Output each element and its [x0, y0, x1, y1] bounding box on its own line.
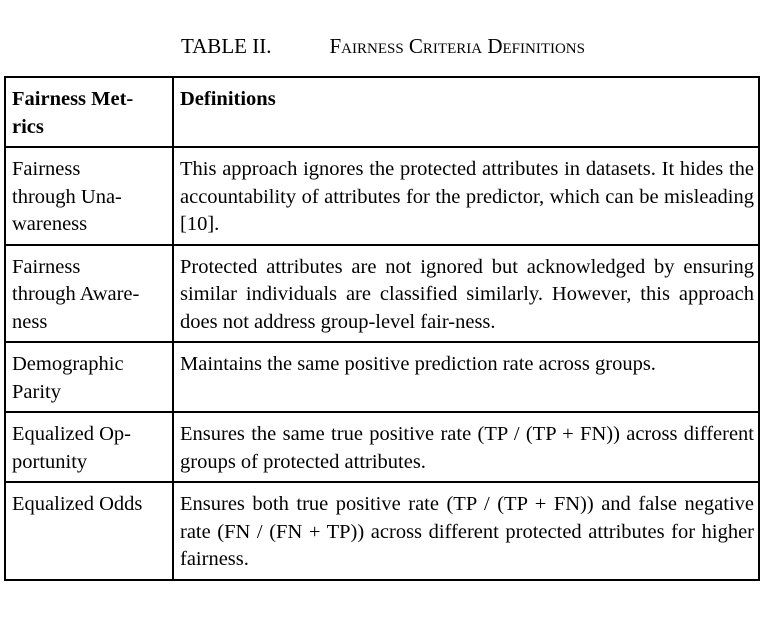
definition-cell: Ensures the same true positive rate (TP / (TP + FN)) across different groups of protected attributes. — [173, 412, 759, 482]
table-number: TABLE II. — [181, 34, 272, 58]
fairness-criteria-table — [4, 76, 760, 581]
definition-cell: This approach ignores the protected attributes in datasets. It hides the accountability of attributes for the predictor, which can be misleading [10]. — [173, 147, 759, 245]
metric-cell: Fairness through Una- wareness — [5, 147, 173, 245]
table-row — [5, 245, 759, 343]
metric-cell: Demographic Parity — [5, 342, 173, 412]
definition-cell: Protected attributes are not ignored but acknowledged by ensuring similar individuals are classified similarly. However, this approach does not address group-level fair-ness. — [173, 245, 759, 343]
table-header-row — [5, 77, 759, 147]
table-row — [5, 482, 759, 580]
definition-cell: Maintains the same positive prediction rate across groups. — [173, 342, 759, 412]
table-row — [5, 342, 759, 412]
table-row — [5, 147, 759, 245]
metric-cell: Equalized Op- portunity — [5, 412, 173, 482]
header-definitions: Definitions — [173, 77, 759, 147]
metric-cell: Fairness through Aware- ness — [5, 245, 173, 343]
definition-cell: Ensures both true positive rate (TP / (TP + FN)) and false negative rate (FN / (FN + TP)) across different protected attributes for higher fairness. — [173, 482, 759, 580]
table-caption — [0, 33, 766, 59]
metric-cell: Equalized Odds — [5, 482, 173, 580]
table-title: Fairness Criteria Definitions — [329, 34, 585, 58]
table-row — [5, 412, 759, 482]
header-metrics: Fairness Met- rics — [5, 77, 173, 147]
